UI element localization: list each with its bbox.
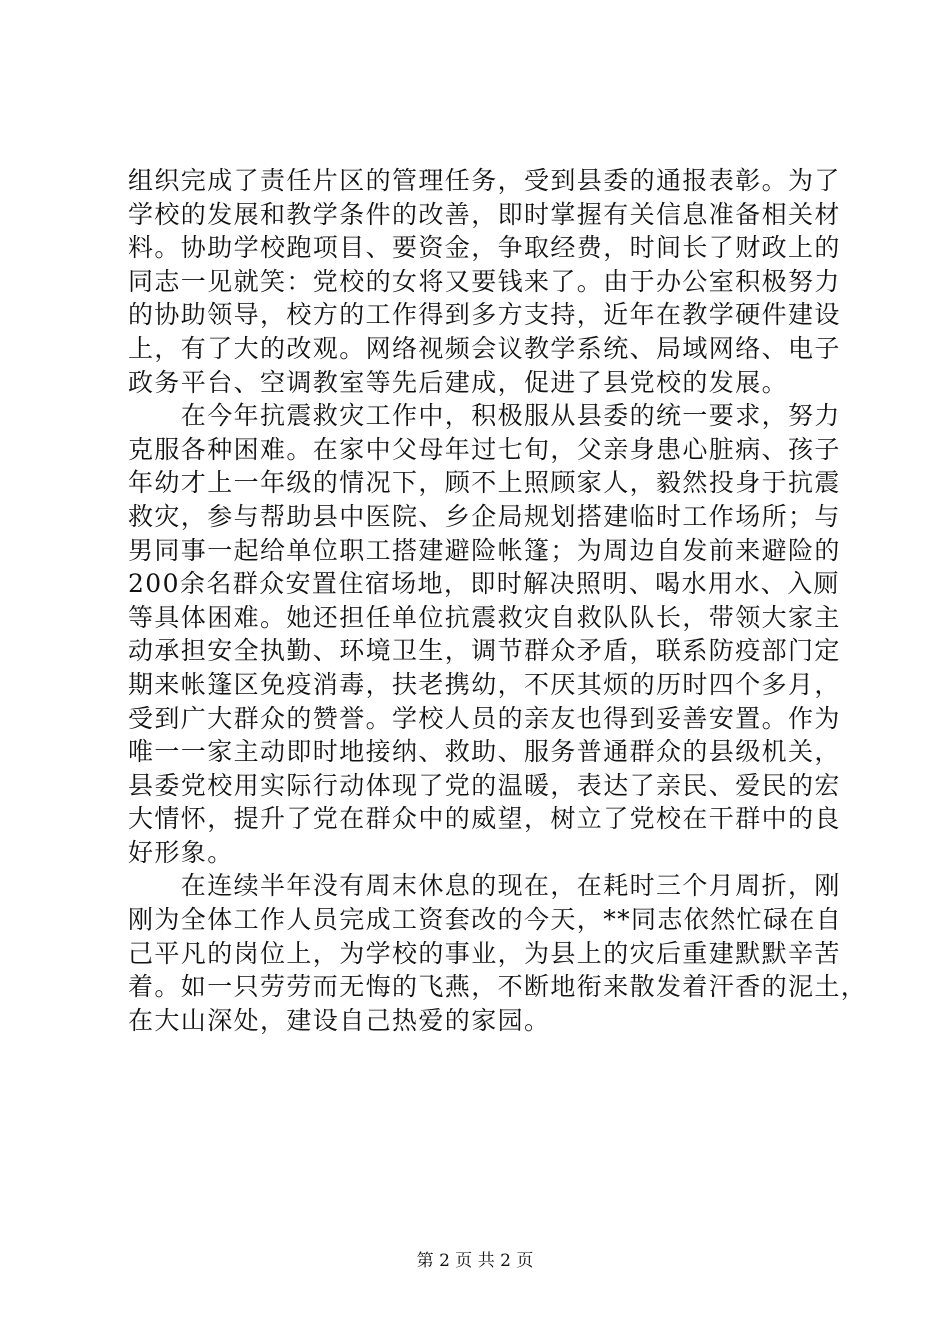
body-text: [128, 164, 868, 1037]
text-line: 在今年抗震救灾工作中，积极服从县委的统一要求，努力: [128, 401, 841, 431]
text-line: 己平凡的岗位上，为学校的事业，为县上的灾后重建默默辛苦: [128, 938, 841, 968]
text-line: 在连续半年没有周末休息的现在，在耗时三个月周折，刚: [128, 871, 841, 901]
text-line: 救灾，参与帮助县中医院、乡企局规划搭建临时工作场所；与: [128, 501, 841, 531]
text-line: 动承担安全执勤、环境卫生，调节群众矛盾，联系防疫部门定: [128, 636, 841, 666]
text-line: 等具体困难。她还担任单位抗震救灾自救队队长，带领大家主: [128, 602, 841, 632]
text-line: 的协助领导，校方的工作得到多方支持，近年在教学硬件建设: [128, 300, 841, 330]
text-line: 大情怀，提升了党在群众中的威望，树立了党校在干群中的良: [128, 804, 841, 834]
text-line: 好形象。: [128, 837, 234, 867]
text-line: 男同事一起给单位职工搭建避险帐篷；为周边自发前来避险的: [128, 535, 841, 565]
text-line: 组织完成了责任片区的管理任务，受到县委的通报表彰。为了: [128, 166, 841, 195]
text-line: 同志一见就笑：党校的女将又要钱来了。由于办公室积极努力: [128, 266, 841, 296]
text-line: 200余名群众安置住宿场地，即时解决照明、喝水用水、入厕: [128, 569, 840, 599]
text-line: 上，有了大的改观。网络视频会议教学系统、局域网络、电子: [128, 333, 841, 363]
text-line: 唯一一家主动即时地接纳、救助、服务普通群众的县级机关，: [128, 737, 841, 767]
text-line: 刚为全体工作人员完成工资套改的今天，**同志依然忙碌在自: [128, 905, 843, 935]
text-line: 克服各种困难。在家中父母年过七旬，父亲身患心脏病、孩子: [128, 434, 841, 464]
page-number-footer: 第 2 页 共 2 页: [416, 1251, 534, 1271]
text-line: 料。协助学校跑项目、要资金，争取经费，时间长了财政上的: [128, 233, 841, 263]
text-line: 县委党校用实际行动体现了党的温暖，表达了亲民、爱民的宏: [128, 770, 841, 800]
text-line: 期来帐篷区免疫消毒，扶老携幼，不厌其烦的历时四个多月，: [128, 669, 841, 699]
text-line: 在大山深处，建设自己热爱的家园。: [128, 1005, 551, 1035]
text-line: 年幼才上一年级的情况下，顾不上照顾家人，毅然投身于抗震: [128, 468, 841, 498]
text-line: 政务平台、空调教室等先后建成，促进了县党校的发展。: [128, 367, 789, 397]
text-line: 受到广大群众的赞誉。学校人员的亲友也得到妥善安置。作为: [128, 703, 841, 733]
text-line: 着。如一只劳劳而无悔的飞燕，不断地衔来散发着汗香的泥土，: [128, 972, 868, 1002]
text-line: 学校的发展和教学条件的改善，即时掌握有关信息准备相关材: [128, 199, 841, 229]
